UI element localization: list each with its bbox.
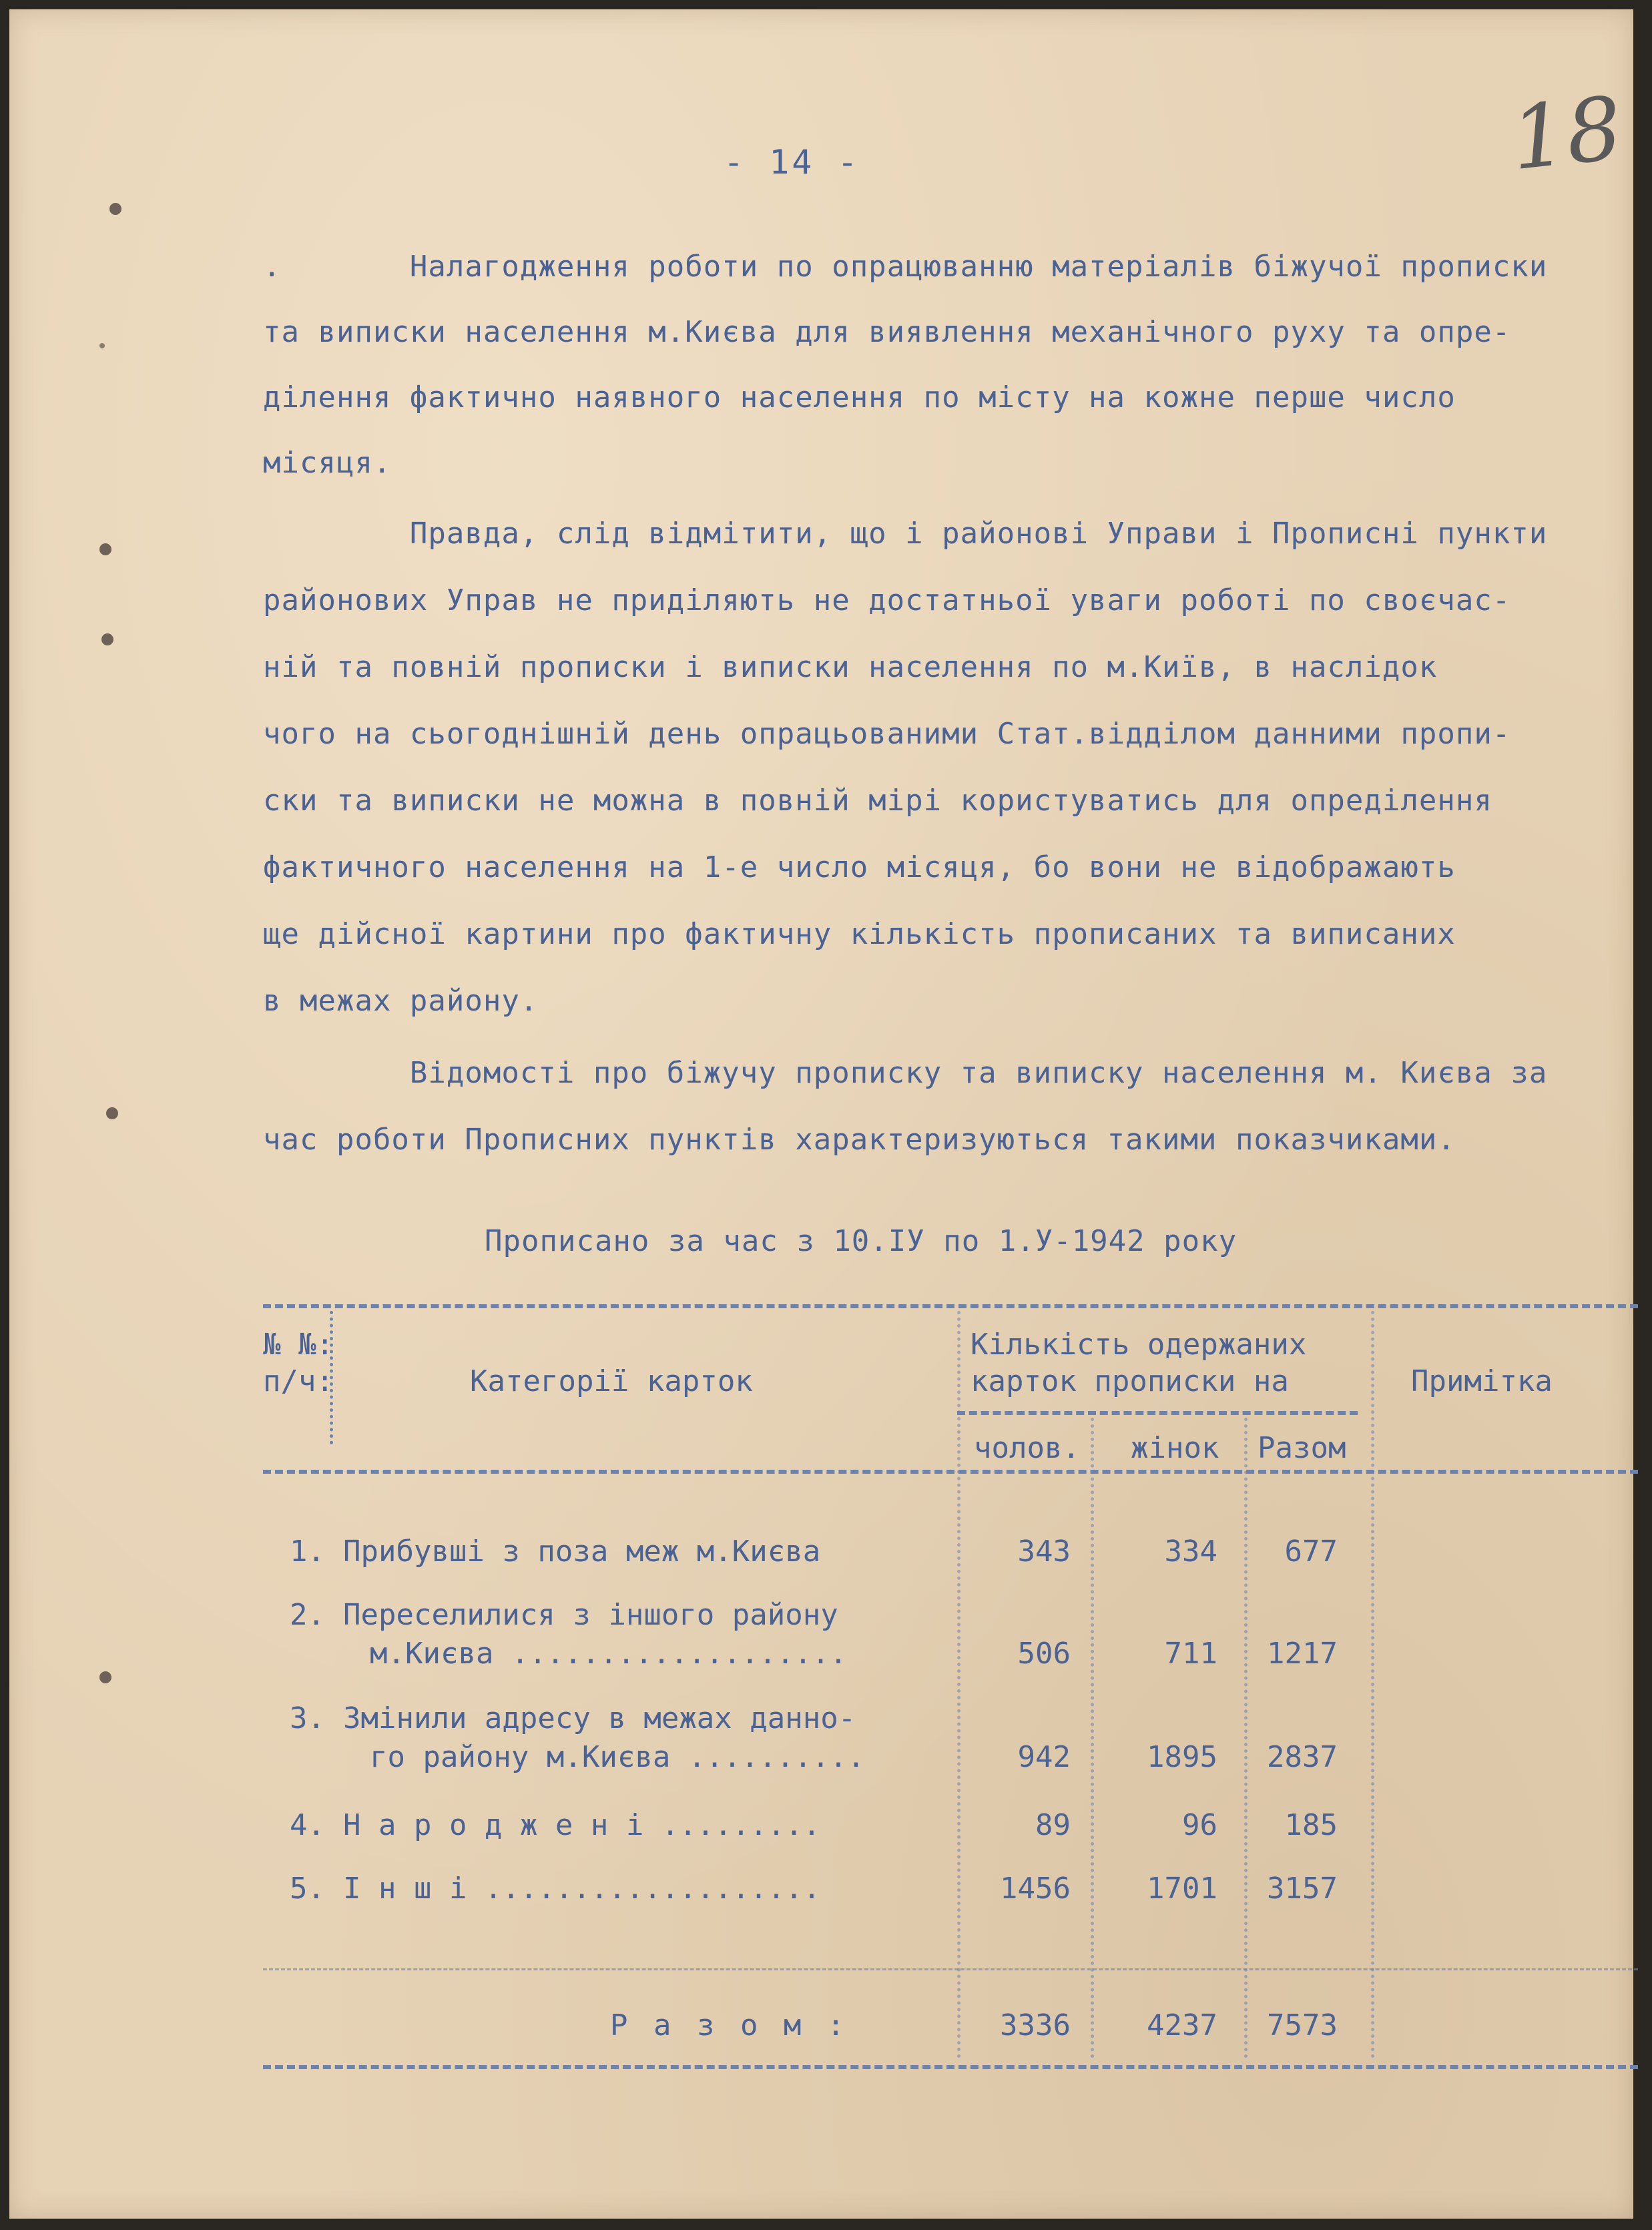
row-category: Переселилися з іншого району (343, 1598, 838, 1632)
paragraph-2-line: ски та виписки не можна в повній мірі користуватись для опреділення (263, 784, 1492, 818)
sum-women: 4237 (1147, 2008, 1217, 2042)
punch-hole (109, 203, 121, 215)
row-number: 1. (290, 1535, 325, 1569)
row-category: І н ш і ................... (343, 1872, 821, 1906)
row-men: 89 (1035, 1808, 1071, 1842)
header-number: п/ч: (263, 1364, 334, 1398)
punch-mark (99, 343, 105, 348)
sum-label: Р а з о м : (610, 2008, 849, 2042)
header-men: чолов. (974, 1431, 1080, 1465)
row-total: 2837 (1267, 1740, 1338, 1774)
paragraph-3-line: час роботи Прописних пунктів характеризуються такими показчиками. (263, 1123, 1456, 1157)
row-category: го району м.Києва .......... (370, 1740, 865, 1774)
row-men: 506 (1017, 1637, 1071, 1671)
row-category: Н а р о д ж е н і ......... (343, 1808, 821, 1842)
row-women: 96 (1182, 1808, 1217, 1842)
document-sheet (9, 9, 1633, 2219)
table-header-rule (263, 1470, 1638, 1474)
paragraph-2-line: Правда, слід відмітити, що і районові Управи і Прописні пункти (263, 517, 1548, 551)
table-col-divider (1371, 1311, 1374, 2058)
row-number: 2. (290, 1598, 325, 1632)
row-women: 1895 (1147, 1740, 1217, 1774)
punch-hole (101, 633, 113, 645)
paragraph-1-line: місяця. (263, 446, 392, 480)
row-women: 711 (1164, 1637, 1217, 1671)
punch-hole (99, 1671, 111, 1683)
row-men: 1456 (1000, 1872, 1071, 1906)
paragraph-2-line: чого на сьогоднішній день опрацьованими Стат.відділом данними пропи- (263, 717, 1511, 751)
table-col-divider (957, 1311, 960, 2058)
sum-men: 3336 (1000, 2008, 1071, 2042)
row-total: 677 (1284, 1535, 1338, 1569)
punch-hole (106, 1107, 118, 1119)
row-category: Прибувші з поза меж м.Києва (343, 1535, 821, 1569)
row-category: Змінили адресу в межах данно- (343, 1701, 856, 1735)
table-title: Прописано за час з 10.IУ по 1.У-1942 року (485, 1224, 1237, 1258)
header-total: Разом (1258, 1431, 1346, 1465)
header-number: № №: (263, 1328, 334, 1362)
header-count-group: карток прописки на (971, 1364, 1289, 1398)
paragraph-1-line: . Налагодження роботи по опрацюванню матеріалів біжучої прописки (263, 250, 1548, 284)
paragraph-2-line: районових Управ не приділяють не достатньої уваги роботі по своєчас- (263, 583, 1511, 617)
header-women: жінок (1131, 1431, 1219, 1465)
row-women: 1701 (1147, 1872, 1217, 1906)
header-count-group: Кількість одержаних (971, 1328, 1307, 1362)
table-sum-rule (263, 1968, 1638, 1970)
row-number: 3. (290, 1701, 325, 1735)
row-men: 343 (1017, 1535, 1071, 1569)
row-total: 3157 (1267, 1872, 1338, 1906)
row-category: м.Києва ................... (370, 1637, 848, 1671)
paragraph-2-line: ній та повній прописки і виписки населення по м.Київ, в наслідок (263, 650, 1438, 684)
paragraph-1-line: та виписки населення м.Києва для виявлення механічного руху та опре- (263, 315, 1511, 349)
page-number: - 14 - (724, 143, 860, 182)
row-number: 4. (290, 1808, 325, 1842)
paragraph-2-line: в межах району. (263, 984, 539, 1018)
row-men: 942 (1017, 1740, 1071, 1774)
table-subheader-rule (957, 1411, 1358, 1415)
table-col-divider (1244, 1418, 1248, 2058)
header-note: Примітка (1411, 1364, 1553, 1398)
paragraph-2-line: фактичного населення на 1-е число місяця, бо вони не відображають (263, 850, 1456, 884)
handwritten-folio-number: 18 (1506, 77, 1627, 190)
table-bottom-rule (263, 2065, 1638, 2069)
paragraph-1-line: ділення фактично наявного населення по місту на кожне перше число (263, 380, 1456, 414)
table-col-divider (1091, 1418, 1094, 2058)
row-number: 5. (290, 1872, 325, 1906)
row-total: 185 (1284, 1808, 1338, 1842)
row-women: 334 (1164, 1535, 1217, 1569)
header-category: Категорії карток (470, 1364, 753, 1398)
sum-total: 7573 (1267, 2008, 1338, 2042)
paragraph-2-line: ще дійсної картини про фактичну кількість прописаних та виписаних (263, 917, 1456, 951)
row-total: 1217 (1267, 1637, 1338, 1671)
paragraph-3-line: Відомості про біжучу прописку та виписку населення м. Києва за (263, 1056, 1548, 1090)
table-top-rule (263, 1304, 1638, 1308)
punch-hole (99, 543, 111, 555)
